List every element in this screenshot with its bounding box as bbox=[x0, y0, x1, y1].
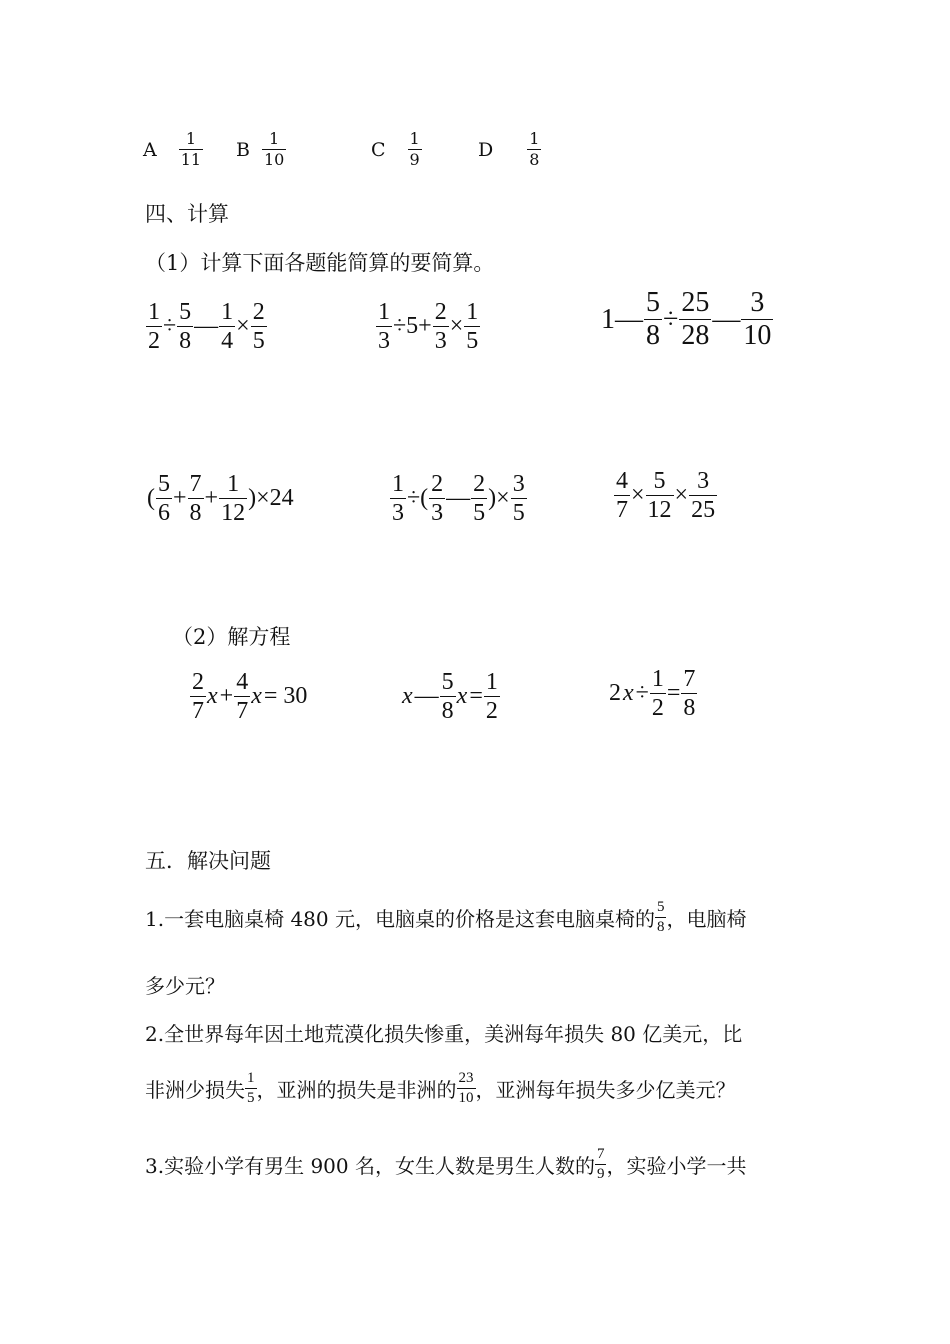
option-letter: C bbox=[371, 138, 386, 161]
option-fraction: $\frac{1}{9}$ bbox=[409, 129, 420, 169]
problem-1-line-1: 1.一套电脑桌椅 480 元，电脑桌的价格是这套电脑桌椅的 $\frac{5}{8}$ ，电脑椅 bbox=[145, 899, 747, 935]
option-fraction: $\frac{1}{10}$ bbox=[263, 129, 285, 169]
problem-2-line-2: 非洲少损失 $\frac{1}{5}$ ，亚洲的损失是非洲的 $\frac{23}{10}$ ，亚洲每年损失多少亿美元？ bbox=[145, 1070, 736, 1106]
section5-title: 五．解决问题 bbox=[145, 849, 271, 873]
option-d bbox=[478, 131, 541, 168]
expression-6: $\frac{4}{7}$ × $\frac{5}{12}$ × $\frac{3}{25}$ bbox=[616, 468, 716, 523]
option-letter: B bbox=[236, 138, 250, 161]
problem-2-line-1: 2.全世界每年因土地荒漠化损失惨重，美洲每年损失 80 亿美元，比 bbox=[145, 1022, 743, 1046]
problem-3-line-1: 3.实验小学有男生 900 名，女生人数是男生人数的 $\frac{7}{9}$ ，实验小学一共 bbox=[145, 1146, 747, 1182]
option-fraction: $\frac{1}{11}$ bbox=[180, 129, 202, 169]
option-fraction: $\frac{1}{8}$ bbox=[529, 129, 540, 169]
expression-3: 1— $\frac{5}{8}$ ÷ $\frac{25}{28}$ — $\frac{3}{10}$ bbox=[601, 287, 772, 351]
expression-2: $\frac{1}{3}$ ÷5+ $\frac{2}{3}$ × $\frac{1}{5}$ bbox=[378, 299, 479, 354]
option-letter: A bbox=[143, 138, 157, 161]
problem-1-line-2: 多少元？ bbox=[145, 974, 225, 998]
equation-2: x — $\frac{5}{8}$ x = $\frac{1}{2}$ bbox=[402, 669, 498, 724]
expression-4: ( $\frac{5}{6}$ + $\frac{7}{8}$ + $\frac{1}{12}$ )×24 bbox=[147, 471, 294, 526]
expression-1: $\frac{1}{2}$ ÷ $\frac{5}{8}$ — $\frac{1}{4}$ × $\frac{2}{5}$ bbox=[148, 299, 265, 354]
section4-part1-label: （1）计算下面各题能简算的要简算。 bbox=[145, 251, 495, 275]
option-a bbox=[143, 131, 203, 168]
section4-title: 四、计算 bbox=[145, 202, 229, 226]
option-c bbox=[371, 131, 422, 168]
equation-1: $\frac{2}{7}$ x + $\frac{4}{7}$ x = 30 bbox=[192, 669, 308, 724]
section4-part2-label: （2）解方程 bbox=[172, 625, 291, 649]
equation-3: 2 x ÷ $\frac{1}{2}$ = $\frac{7}{8}$ bbox=[609, 666, 696, 721]
option-b bbox=[236, 131, 286, 168]
expression-5: $\frac{1}{3}$ ÷( $\frac{2}{3}$ — $\frac{2}{5}$ )× $\frac{3}{5}$ bbox=[392, 471, 525, 526]
option-letter: D bbox=[478, 138, 494, 161]
